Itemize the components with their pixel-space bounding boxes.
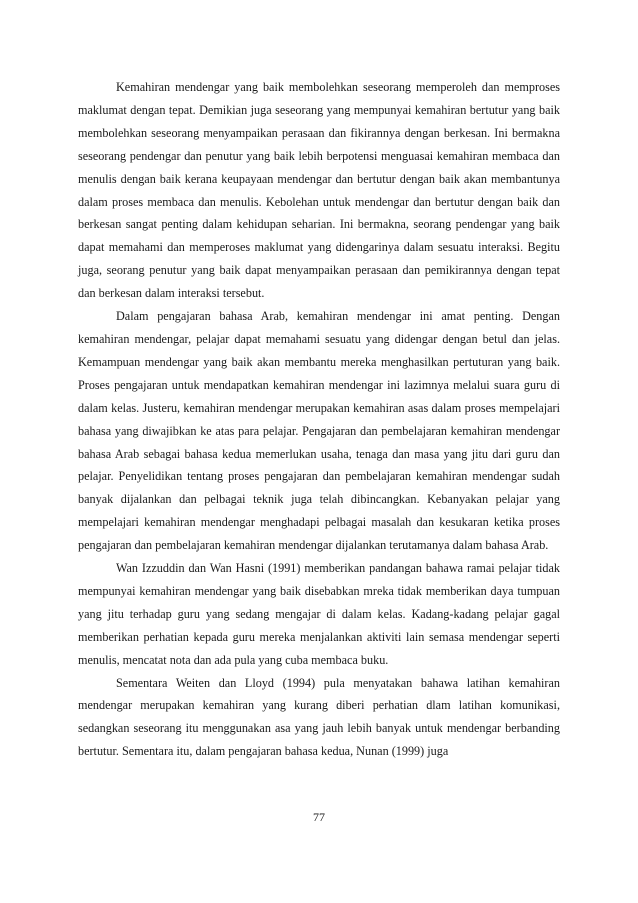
paragraph-2: Dalam pengajaran bahasa Arab, kemahiran mendengar ini amat penting. Dengan kemahiran mendengar, pelajar dapat memahami sesuatu yang didengar dengan betul dan jelas. Kemampuan mendengar yang baik akan membantu mereka menghasilkan pertuturan yang baik. Proses pengajaran untuk mendapatkan kemahiran mendengar ini lazimnya melalui suara guru di dalam kelas. Justeru, kemahiran mendengar merupakan kemahiran asas dalam proses mempelajari bahasa yang diwajibkan ke atas para pelajar. Pengajaran dan pembelajaran kemahiran mendengar bahasa Arab sebagai bahasa kedua memerlukan usaha, tenaga dan masa yang jitu dari guru dan pelajar. Penyelidikan tentang proses pengajaran dan pembelajaran kemahiran mendengar sudah banyak dijalankan dan pelbagai teknik juga telah dibincangkan. Kebanyakan pelajar yang mempelajari kemahiran mendengar menghadapi pelbagai masalah dan kesukaran ketika proses pengajaran dan pembelajaran kemahiran mendengar dijalankan terutamanya dalam bahasa Arab. (78, 309, 560, 553)
page-number: 77 (313, 810, 325, 824)
document-body (78, 76, 560, 763)
paragraph-4: Sementara Weiten dan Lloyd (1994) pula menyatakan bahawa latihan kemahiran mendengar merupakan kemahiran yang kurang diberi perhatian dlam latihan komunikasi, sedangkan seseorang itu menggunakan asa yang jauh lebih banyak untuk mendengar berbanding bertutur. Sementara itu, dalam pengajaran bahasa kedua, Nunan (1999) juga (78, 675, 560, 759)
paragraph-1: Kemahiran mendengar yang baik membolehkan seseorang memperoleh dan memproses maklumat dengan tepat. Demikian juga seseorang yang mempunyai kemahiran bertutur yang baik membolehkan seseorang menyampaikan perasaan dan fikirannya dengan berkesan. Ini bermakna seseorang pendengar dan penutur yang baik lebih berpotensi menguasai kemahiran membaca dan menulis dengan baik kerana keupayaan mendengar dan bertutur dengan baik akan membantunya dalam proses membaca dan menulis. Kebolehan untuk mendengar dan bertutur dengan baik dan berkesan sangat penting dalam kehidupan seharian. Ini bermakna, seorang pendengar yang baik dapat memahami dan memperoses maklumat yang didengarinya dalam sesuatu interaksi. Begitu juga, seorang penutur yang baik dapat menyampaikan perasaan dan pemikirannya dengan tepat dan berkesan dalam interaksi tersebut. (78, 80, 560, 301)
paragraph-3: Wan Izzuddin dan Wan Hasni (1991) memberikan pandangan bahawa ramai pelajar tidak mempunyai kemahiran mendengar yang baik disebabkan mreka tidak memberikan daya tumpuan yang jitu terhadap guru yang sedang mengajar di dalam kelas. Kadang-kadang pelajar gagal memberikan perhatian kepada guru mereka menjalankan aktiviti lain semasa mendengar seperti menulis, mencatat nota dan ada pula yang cuba membaca buku. (78, 561, 560, 667)
